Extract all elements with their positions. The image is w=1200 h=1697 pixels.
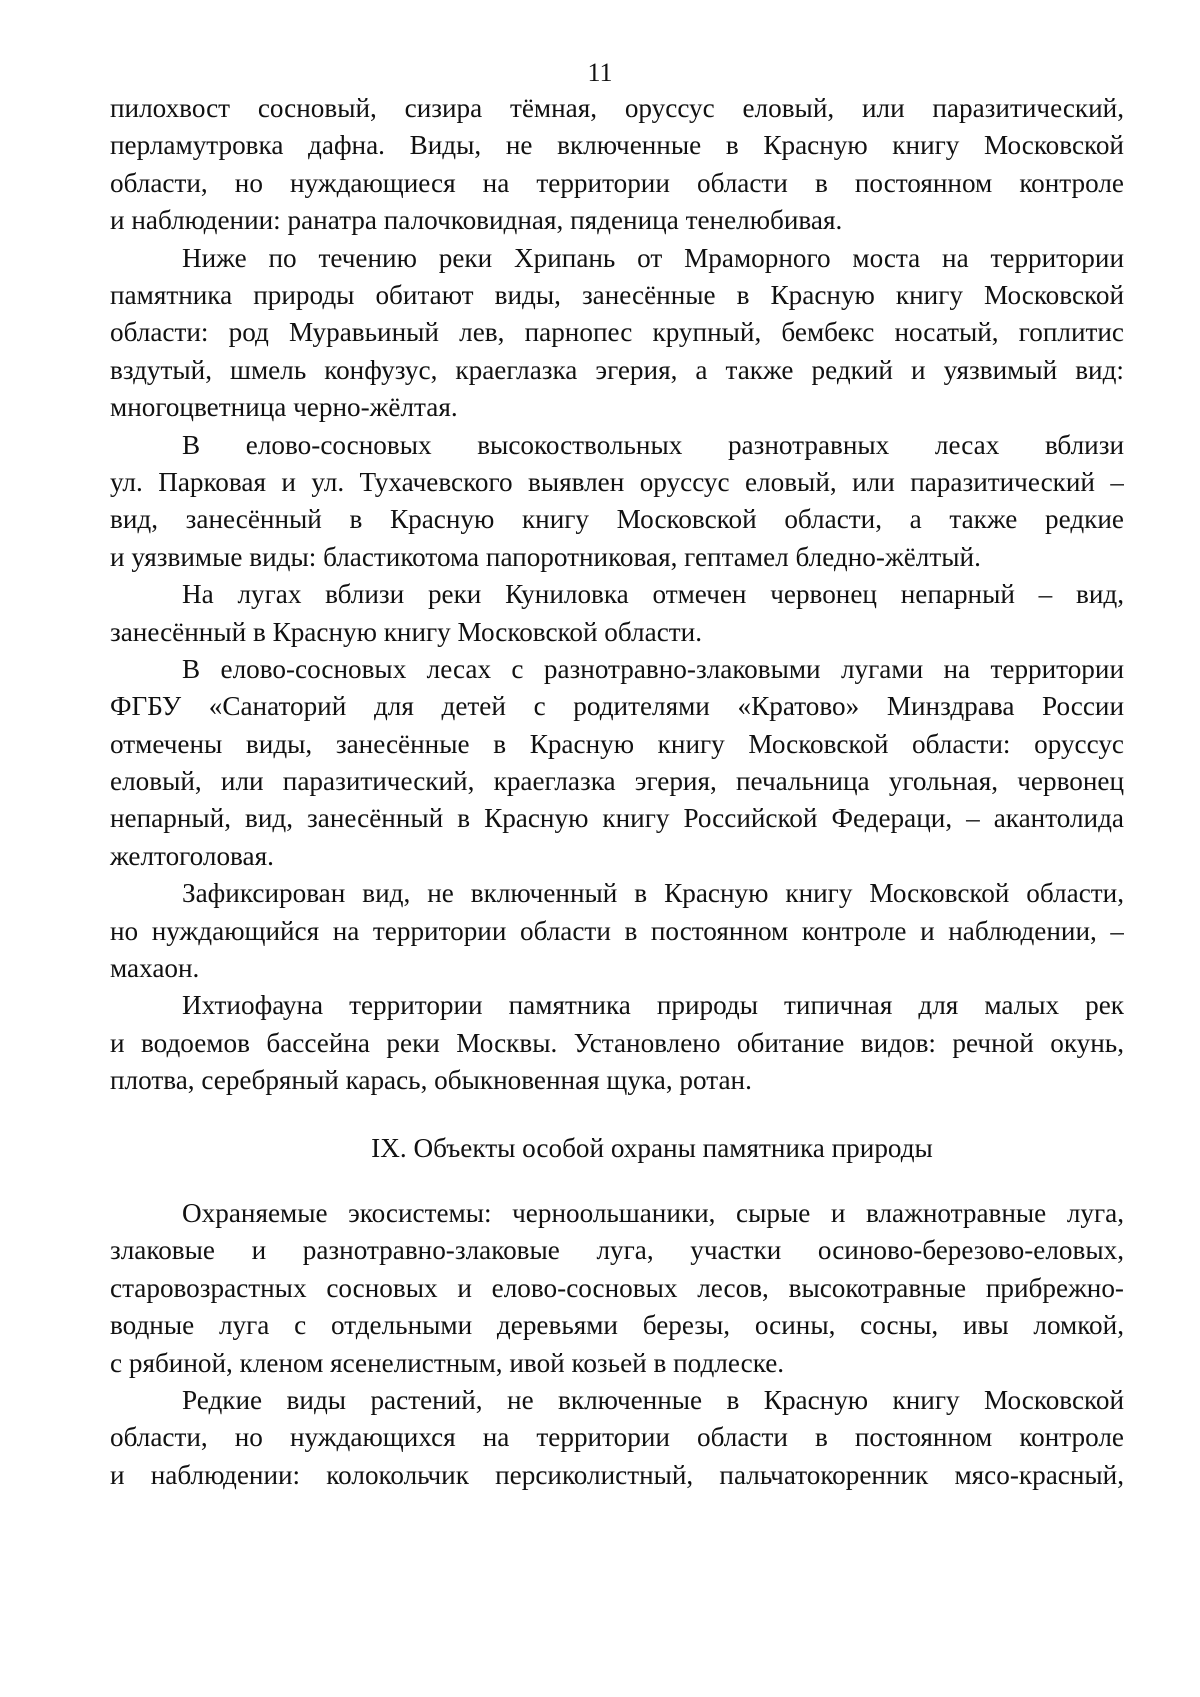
page-number: 11 xyxy=(587,58,613,87)
text-line: перламутровка дафна. Виды, не включенные в Красную книгу Московской xyxy=(110,130,1124,161)
text-line: еловый, или паразитический, краеглазка эгерия, печальница угольная, червонец xyxy=(110,766,1124,797)
text-line: Охраняемые экосистемы: черноольшаники, сырые и влажнотравные луга, xyxy=(182,1198,1124,1229)
text-line: плотва, серебряный карась, обыкновенная щука, ротан. xyxy=(110,1065,752,1096)
text-line: ул. Парковая и ул. Тухачевского выявлен оруссус еловый, или паразитический – xyxy=(110,466,1124,497)
text-line: области, но нуждающиеся на территории области в постоянном контроле xyxy=(110,167,1124,198)
text-line: махаон. xyxy=(110,953,200,984)
text-line: области: род Муравьиный лев, парнопес крупный, бембекс носатый, гоплитис xyxy=(110,317,1124,348)
text-line: В елово-сосновых лесах с разнотравно-злаковыми лугами на территории xyxy=(182,653,1124,684)
text-line: Редкие виды растений, не включенные в Красную книгу Московской xyxy=(182,1385,1124,1416)
text-line: и уязвимые виды: бластикотома папоротниковая, гептамел бледно-жёлтый. xyxy=(110,541,981,572)
text-line: водные луга с отдельными деревьями березы, осины, сосны, ивы ломкой, xyxy=(110,1310,1124,1341)
text-line: вид, занесённый в Красную книгу Московской области, а также редкие xyxy=(110,504,1124,535)
text-line: ФГБУ «Санаторий для детей с родителями «Кратово» Минздрава России xyxy=(110,691,1124,722)
text-line: занесённый в Красную книгу Московской области. xyxy=(110,616,702,647)
paragraph xyxy=(110,427,1124,577)
paragraph xyxy=(110,1195,1124,1382)
paragraph xyxy=(110,875,1124,987)
text-line: и наблюдении: ранатра палочковидная, пяденица тенелюбивая. xyxy=(110,205,843,236)
text-line: и водоемов бассейна реки Москвы. Установлено обитание видов: речной окунь, xyxy=(110,1027,1124,1058)
paragraph xyxy=(110,576,1124,651)
section-heading: IX. Объекты особой охраны памятника природы xyxy=(371,1132,933,1163)
text-line: с рябиной, кленом ясенелистным, ивой козьей в подлеске. xyxy=(110,1347,785,1378)
text-line: желтоголовая. xyxy=(110,840,274,871)
text-line: злаковые и разнотравно-злаковые луга, участки осиново-березово-еловых, xyxy=(110,1235,1124,1266)
text-line: отмечены виды, занесённые в Красную книгу Московской области: оруссус xyxy=(110,728,1124,759)
paragraph xyxy=(110,240,1124,427)
text-line: области, но нуждающихся на территории области в постоянном контроле xyxy=(110,1422,1124,1453)
text-line: пилохвост сосновый, сизира тёмная, оруссус еловый, или паразитический, xyxy=(110,93,1124,123)
text-line: Зафиксирован вид, не включенный в Красную книгу Московской области, xyxy=(182,878,1124,909)
text-line: но нуждающийся на территории области в постоянном контроле и наблюдении, – xyxy=(110,915,1124,946)
paragraphs-before-heading xyxy=(110,90,1124,1100)
text-line: памятника природы обитают виды, занесённые в Красную книгу Московской xyxy=(110,279,1124,310)
paragraph xyxy=(110,90,1124,240)
text-line: вздутый, шмель конфузус, краеглазка эгерия, а также редкий и уязвимый вид: xyxy=(110,354,1124,385)
paragraphs-after-heading xyxy=(110,1195,1124,1494)
paragraph xyxy=(110,651,1124,875)
text-line: Ихтиофауна территории памятника природы типичная для малых рек xyxy=(182,990,1124,1021)
text-line: Ниже по течению реки Хрипань от Мраморного моста на территории xyxy=(182,242,1124,273)
text-line: непарный, вид, занесённый в Красную книгу Российской Федераци, – акантолида xyxy=(110,803,1124,834)
text-line: многоцветница черно-жёлтая. xyxy=(110,392,458,423)
text-line: В елово-сосновых высокоствольных разнотравных лесах вблизи xyxy=(182,429,1124,460)
paragraph xyxy=(110,987,1124,1099)
text-line: и наблюдении: колокольчик персиколистный, пальчатокоренник мясо-красный, xyxy=(110,1459,1124,1490)
text-line: На лугах вблизи реки Куниловка отмечен червонец непарный – вид, xyxy=(182,579,1124,610)
text-line: старовозрастных сосновых и елово-сосновых лесов, высокотравные прибрежно- xyxy=(110,1272,1124,1303)
document-body xyxy=(110,90,1124,1494)
paragraph xyxy=(110,1382,1124,1494)
